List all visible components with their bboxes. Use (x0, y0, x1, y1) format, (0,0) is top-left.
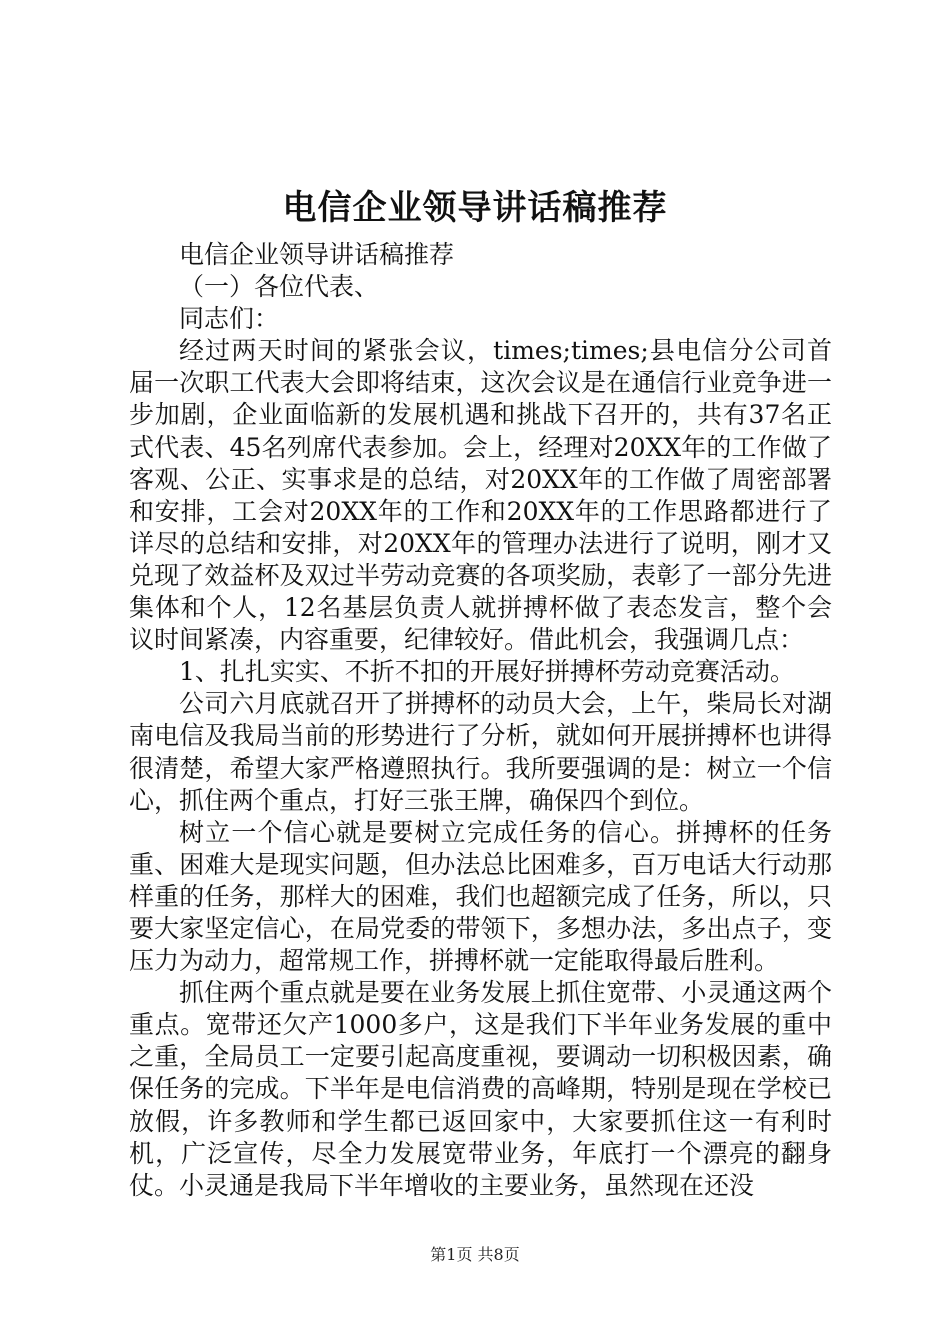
paragraph-subtitle: 电信企业领导讲话稿推荐 (179, 240, 455, 269)
paragraph-opening: 经过两天时间的紧张会议，times;times;县电信分公司首届一次职工代表大会即将结束，这次会议是在通信行业竞争进一步加剧，企业面临新的发展机遇和挑战下召开的，共有37名正式代表、45名列席代表参加。会上，经理对20XX年的工作做了客观、公正、实事求是的总结，对20XX年的工作做了周密部署和安排，工会对20XX年的工作和20XX年的工作思路都进行了详尽的总结和安排，对20XX年的管理办法进行了说明，刚才又兑现了效益杯及双过半劳动竞赛的各项奖励，表彰了一部分先进集体和个人，12名基层负责人就拼搏杯做了表态发言，整个会议时间紧凑，内容重要，纪律较好。借此机会，我强调几点： (129, 336, 832, 655)
page-number-footer: 第1页 共8页 (430, 1245, 520, 1264)
document-title: 电信企业领导讲话稿推荐 (282, 188, 668, 228)
paragraph-body: 树立一个信心就是要树立完成任务的信心。拼搏杯的任务重、困难大是现实问题，但办法总比困难多，百万电话大行动那样重的任务，那样大的困难，我们也超额完成了任务，所以，只要大家坚定信心，在局党委的带领下，多想办法，多出点子，变压力为动力，超常规工作，拼搏杯就一定能取得最后胜利。 (129, 817, 832, 976)
paragraph-salutation-1: （一）各位代表、 (179, 272, 380, 302)
paragraph-heading-1: 1、扎扎实实、不折不扣的开展好拼搏杯劳动竞赛活动。 (179, 657, 795, 687)
paragraph-salutation-2: 同志们： (179, 304, 280, 334)
document-body (129, 239, 832, 1202)
paragraph-body: 抓住两个重点就是要在业务发展上抓住宽带、小灵通这两个重点。宽带还欠产1000多户，这是我们下半年业务发展的重中之重，全局员工一定要引起高度重视，要调动一切积极因素，确保任务的完成。下半年是电信消费的高峰期，特别是现在学校已放假，许多教师和学生都已返回家中，大家要抓住这一有利时机，广泛宣传，尽全力发展宽带业务，年底打一个漂亮的翻身仗。小灵通是我局下半年增收的主要业务，虽然现在还没 (129, 978, 832, 1200)
paragraph-body: 公司六月底就召开了拼搏杯的动员大会，上午，柴局长对湖南电信及我局当前的形势进行了分析，就如何开展拼搏杯也讲得很清楚，希望大家严格遵照执行。我所要强调的是：树立一个信心，抓住两个重点，打好三张王牌，确保四个到位。 (129, 689, 832, 815)
